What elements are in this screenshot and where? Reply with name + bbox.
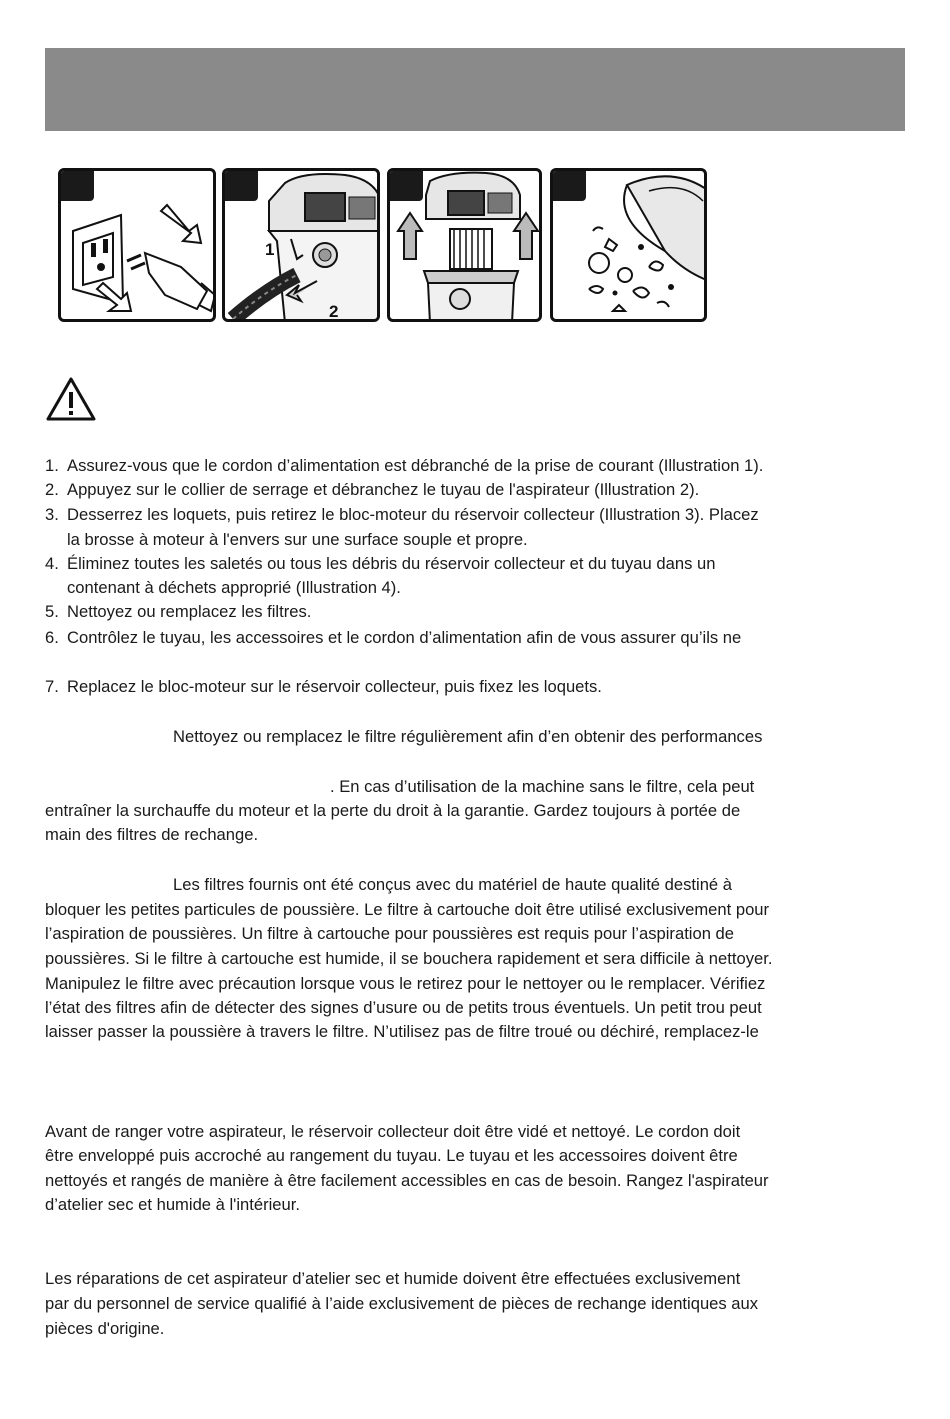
step-2: 2. Appuyez sur le collier de serrage et débranchez le tuyau de l'aspirateur (Illustration 2). (45, 480, 700, 499)
illustration-1 (58, 168, 216, 322)
filters-line-2: bloquer les petites particules de poussière. Le filtre à cartouche doit être utilisé exclusivement pour (45, 900, 770, 919)
step-6: 6. Contrôlez le tuyau, les accessoires et le cordon d’alimentation afin de vous assurer qu’ils ne (45, 628, 742, 647)
detach-hose-icon (225, 171, 380, 322)
repairs-line-3: pièces d'origine. (45, 1319, 165, 1338)
step-label-2: 2 (329, 302, 339, 321)
step-7: 7. Replacez le bloc-moteur sur le réservoir collecteur, puis fixez les loquets. (45, 677, 602, 696)
filters-line-5: Manipulez le filtre avec précaution lorsque vous le retirez pour le nettoyer ou le remplacer. Vérifiez (45, 974, 766, 993)
warning-triangle-icon (45, 376, 97, 427)
repairs-line-1: Les réparations de cet aspirateur d’atelier sec et humide doivent être effectuées exclusivement (45, 1269, 741, 1288)
illustration-2 (222, 168, 380, 322)
step-4-line-2: contenant à déchets approprié (Illustration 4). (67, 578, 401, 597)
step-1: 1. Assurez-vous que le cordon d’alimentation est débranché de la prise de courant (Illustration 1). (45, 456, 764, 475)
storage-line-1: Avant de ranger votre aspirateur, le réservoir collecteur doit être vidé et nettoyé. Le cordon doit (45, 1122, 741, 1141)
step-4: 4. Éliminez toutes les saletés ou tous les débris du réservoir collecteur et du tuyau dans un (45, 554, 716, 573)
header-bar (45, 48, 905, 131)
filter-note-line-4: main des filtres de rechange. (45, 825, 259, 844)
unplug-cord-icon (61, 171, 216, 322)
filter-note-line-2: . En cas d’utilisation de la machine sans le filtre, cela peut (330, 777, 755, 796)
filters-line-1: Les filtres fournis ont été conçus avec du matériel de haute qualité destiné à (173, 875, 732, 894)
storage-line-3: nettoyés et rangés de manière à être facilement accessibles en cas de besoin. Rangez l'aspirateur (45, 1171, 769, 1190)
storage-line-2: être enveloppé puis accroché au rangement du tuyau. Le tuyau et les accessoires doivent être (45, 1146, 738, 1165)
step-5: 5. Nettoyez ou remplacez les filtres. (45, 602, 312, 621)
empty-debris-icon (553, 171, 707, 322)
filters-line-3: l’aspiration de poussières. Un filtre à cartouche pour poussières est requis pour l’aspiration de (45, 924, 735, 943)
lift-motor-head-icon (390, 171, 542, 322)
step-3: 3. Desserrez les loquets, puis retirez le bloc-moteur du réservoir collecteur (Illustration 3). Placez (45, 505, 759, 524)
filter-note-line-3: entraîner la surchauffe du moteur et la perte du droit à la garantie. Gardez toujours à portée de (45, 801, 741, 820)
filter-note-line-1: Nettoyez ou remplacez le filtre régulièrement afin d’en obtenir des performances (173, 727, 763, 746)
filters-line-6: l’état des filtres afin de détecter des signes d’usure ou de petits trous éventuels. Un petit trou peut (45, 998, 762, 1017)
step-3-line-2: la brosse à moteur à l'envers sur une surface souple et propre. (67, 530, 528, 549)
illustration-3 (387, 168, 542, 322)
filters-line-4: poussières. Si le filtre à cartouche est humide, il se bouchera rapidement et sera difficile à nettoyer. (45, 949, 773, 968)
illustration-4 (550, 168, 707, 322)
repairs-line-2: par du personnel de service qualifié à l’aide exclusivement de pièces de rechange identiques aux (45, 1294, 759, 1313)
filters-line-7: laisser passer la poussière à travers le filtre. N’utilisez pas de filtre troué ou déchiré, remplacez-le (45, 1022, 759, 1041)
storage-line-4: d’atelier sec et humide à l'intérieur. (45, 1195, 300, 1214)
step-label-1: 1 (265, 240, 275, 259)
